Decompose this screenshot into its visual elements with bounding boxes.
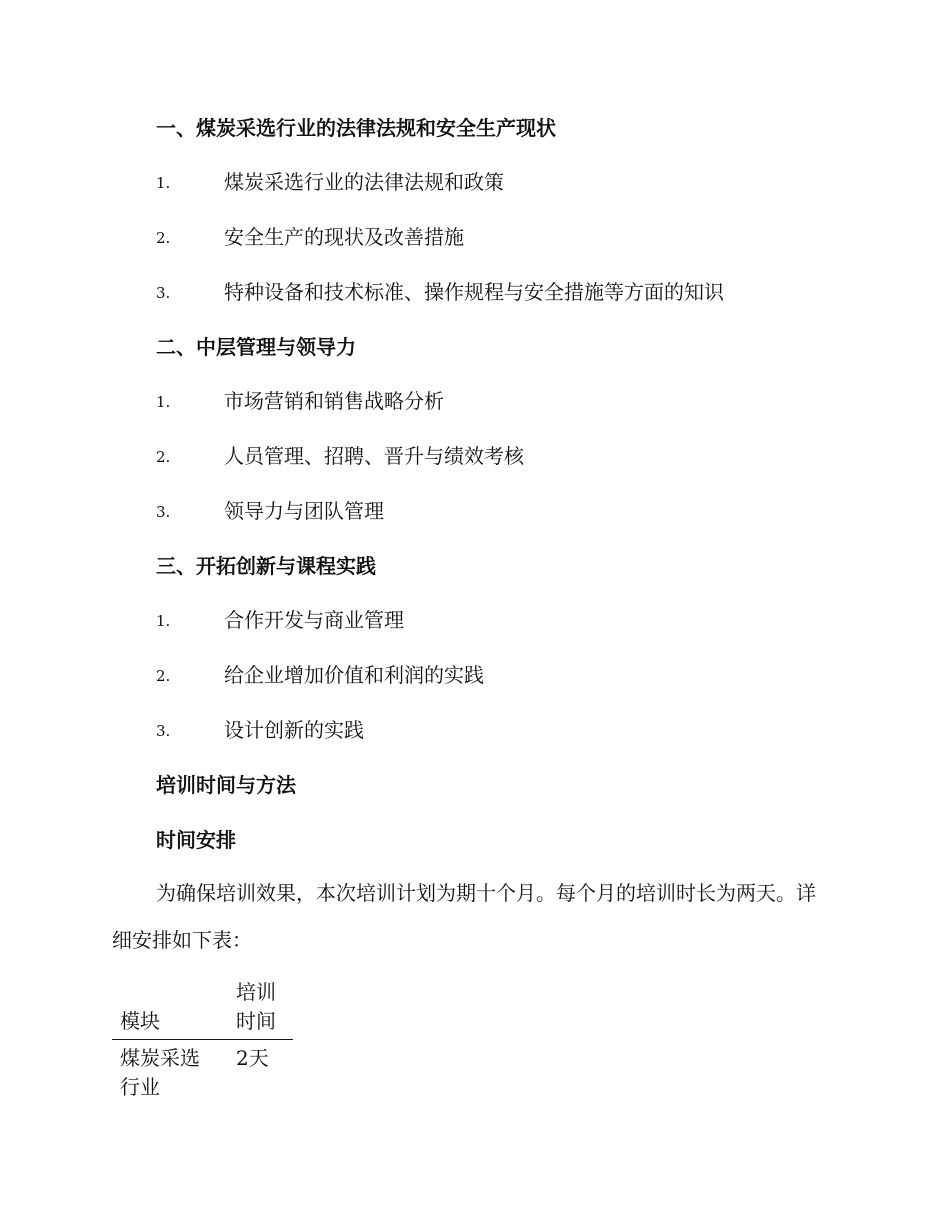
section-1-item-2-text: 安全生产的现状及改善措施 xyxy=(224,225,464,249)
section-3-item-2-number: 2. xyxy=(156,667,171,685)
section-2-item-1-text: 市场营销和销售战略分析 xyxy=(224,389,444,413)
table-cell-module: 煤炭采选行业 xyxy=(120,1046,200,1099)
section-3-item-2-text: 给企业增加价值和利润的实践 xyxy=(224,663,484,687)
section-3-item-1-text: 合作开发与商业管理 xyxy=(224,608,404,632)
section-2-item-1-number: 1. xyxy=(156,393,171,411)
section-2-heading: 二、中层管理与领导力 xyxy=(156,335,356,359)
section-2-item-3-number: 3. xyxy=(156,503,171,521)
section-2-item-2-number: 2. xyxy=(156,448,171,466)
section-1-item-3-text: 特种设备和技术标准、操作规程与安全措施等方面的知识 xyxy=(224,280,724,304)
schedule-heading: 时间安排 xyxy=(156,828,236,852)
section-3-item-3-text: 设计创新的实践 xyxy=(224,718,364,742)
table-cell-duration: 2天 xyxy=(236,1046,269,1070)
schedule-table xyxy=(112,978,293,1102)
section-1-item-1-number: 1. xyxy=(156,174,171,192)
section-3-item-3-number: 3. xyxy=(156,722,171,740)
section-1-heading: 一、煤炭采选行业的法律法规和安全生产现状 xyxy=(156,116,556,140)
section-3-item-1-number: 1. xyxy=(156,612,171,630)
table-header-duration: 培训时间 xyxy=(236,980,276,1033)
section-2-item-2-text: 人员管理、招聘、晋升与绩效考核 xyxy=(224,444,524,468)
section-1-item-1-text: 煤炭采选行业的法律法规和政策 xyxy=(224,170,504,194)
table-header-row xyxy=(112,978,293,1040)
section-1-item-2-number: 2. xyxy=(156,229,171,247)
training-heading: 培训时间与方法 xyxy=(156,773,296,797)
section-3-heading: 三、开拓创新与课程实践 xyxy=(156,554,376,578)
table-row xyxy=(112,1040,293,1102)
table-header-module: 模块 xyxy=(120,1009,160,1033)
section-2-item-3-text: 领导力与团队管理 xyxy=(224,499,384,523)
schedule-paragraph: 为确保培训效果，本次培训计划为期十个月。每个月的培训时长为两天。详细安排如下表： xyxy=(112,881,816,952)
section-1-item-3-number: 3. xyxy=(156,284,171,302)
